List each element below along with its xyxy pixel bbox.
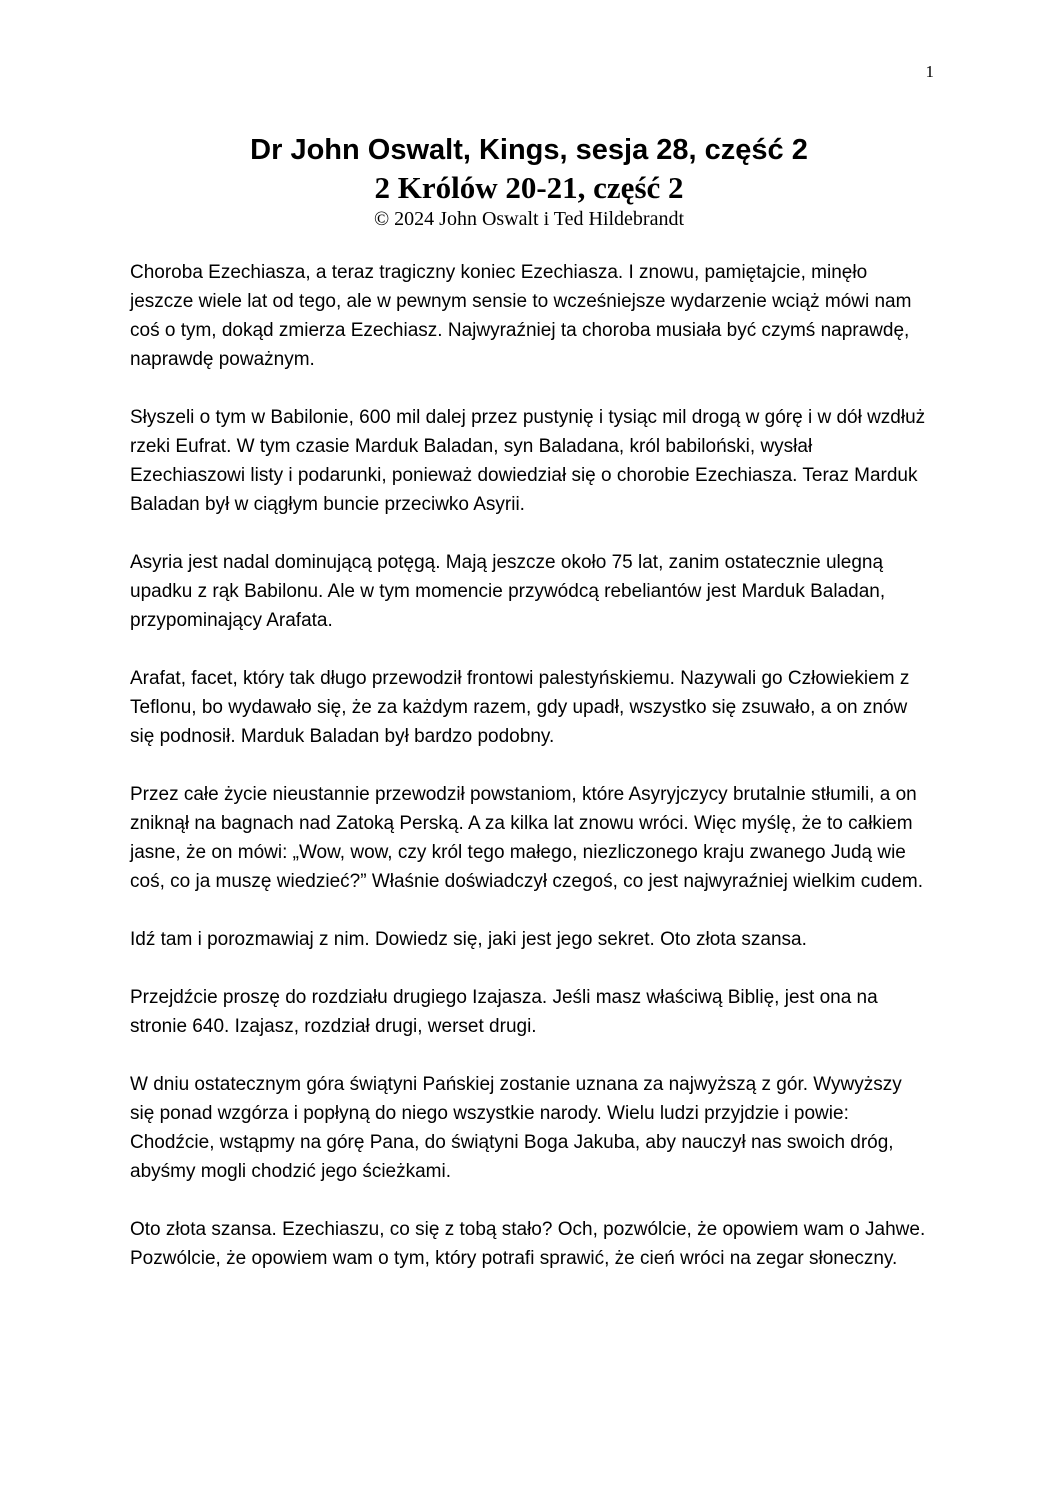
page-number: 1 — [925, 62, 934, 81]
document-title: Dr John Oswalt, Kings, sesja 28, część 2 — [250, 134, 808, 166]
copyright-line: © 2024 John Oswalt i Ted Hildebrandt — [373, 208, 685, 230]
paragraph: Idź tam i porozmawiaj z nim. Dowiedz się, jaki jest jego sekret. Oto złota szansa. — [130, 929, 807, 950]
document-subtitle: 2 Królów 20-21, część 2 — [374, 170, 684, 205]
paragraph: W dniu ostatecznym góra świątyni Pańskiej zostanie uznana za najwyższą z gór. Wywyższy się ponad wzgórza i popłyną do niego wszystkie narody. Wielu ludzi przyjdzie i powie: Chodźcie, wstąpmy na górę Pana, do świątyni Boga Jakuba, aby nauczył nas swoich dróg, abyśmy mogli chodzić jego ścieżkami. — [130, 1074, 902, 1182]
paragraph: Asyria jest nadal dominującą potęgą. Mają jeszcze około 75 lat, zanim ostatecznie ulegną upadku z rąk Babilonu. Ale w tym momencie przywódcą rebeliantów jest Marduk Baladan, przypominający Arafata. — [130, 552, 886, 631]
paragraph: Słyszeli o tym w Babilonie, 600 mil dalej przez pustynię i tysiąc mil drogą w górę i w dół wzdłuż rzeki Eufrat. W tym czasie Marduk Baladan, syn Baladana, król babiloński, wysłał Ezechiaszowi listy i podarunki, ponieważ dowiedział się o chorobie Ezechiasza. Teraz Marduk Baladan był w ciągłym buncie przeciwko Asyrii. — [130, 407, 926, 515]
document-header — [0, 130, 1058, 232]
paragraph: Przejdźcie proszę do rozdziału drugiego Izajasza. Jeśli masz właściwą Biblię, jest ona na stronie 640. Izajasz, rozdział drugi, werset drugi. — [130, 987, 878, 1037]
paragraph: Przez całe życie nieustannie przewodził powstaniom, które Asyryjczycy brutalnie stłumili, a on zniknął na bagnach nad Zatoką Perską. A za kilka lat znowu wróci. Więc myślę, że to całkiem jasne, że on mówi: „Wow, wow, czy król tego małego, niezliczonego kraju zwanego Judą wie coś, co ja muszę wiedzieć?” Właśnie doświadczył czegoś, co jest najwyraźniej wielkim cudem. — [130, 784, 924, 892]
paragraph: Arafat, facet, który tak długo przewodził frontowi palestyńskiemu. Nazywali go Człowiekiem z Teflonu, bo wydawało się, że za każdym razem, gdy upadł, wszystko się zsuwało, a on znów się podnosił. Marduk Baladan był bardzo podobny. — [130, 668, 910, 747]
document-body — [130, 258, 930, 1302]
paragraph: Choroba Ezechiasza, a teraz tragiczny koniec Ezechiasza. I znowu, pamiętajcie, minęło jeszcze wiele lat od tego, ale w pewnym sensie to wcześniejsze wydarzenie wciąż mówi nam coś o tym, dokąd zmierza Ezechiasz. Najwyraźniej ta choroba musiała być czymś naprawdę, naprawdę poważnym. — [130, 262, 912, 370]
paragraph: Oto złota szansa. Ezechiaszu, co się z tobą stało? Och, pozwólcie, że opowiem wam o Jahwe. Pozwólcie, że opowiem wam o tym, który potrafi sprawić, że cień wróci na zegar słoneczny. — [130, 1219, 926, 1269]
